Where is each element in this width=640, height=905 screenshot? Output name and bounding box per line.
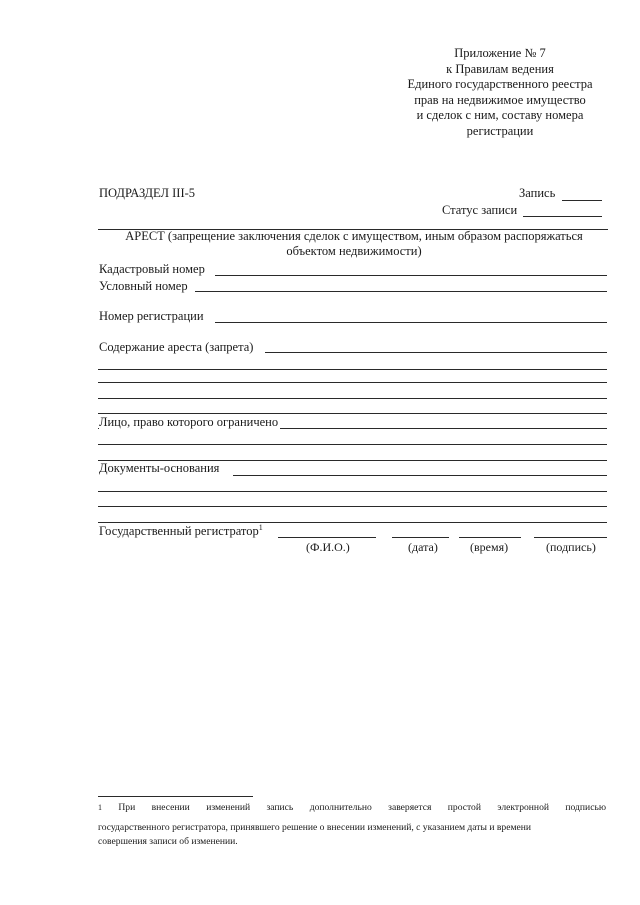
section-title-line: объектом недвижимости) <box>286 244 422 258</box>
status-label: Статус записи <box>442 203 518 217</box>
time-caption: (время) <box>470 540 509 554</box>
footnote-line: совершения записи об изменении. <box>98 836 238 847</box>
annex-line: регистрации <box>466 123 534 138</box>
footnote-word: простой <box>447 802 481 813</box>
annex-line: Единого государственного реестра <box>407 77 593 91</box>
footnote-word: дополнительно <box>309 802 372 813</box>
annex-line: и сделок с ним, составу номера <box>416 108 584 122</box>
conditional-field[interactable] <box>195 291 607 292</box>
documents-field[interactable] <box>233 475 607 476</box>
registrar-label <box>99 523 265 539</box>
person-field-line[interactable] <box>98 444 607 445</box>
registration-field[interactable] <box>215 322 607 323</box>
cadastral-label: Кадастровый номер <box>99 262 205 276</box>
documents-label: Документы-основания <box>99 461 220 475</box>
footnote-word: электронной <box>497 802 550 813</box>
record-label: Запись <box>519 186 556 200</box>
status-field[interactable] <box>523 216 602 217</box>
footnote-word: подписью <box>565 802 606 813</box>
registrar-label-text: Государственный регистратор <box>99 524 259 538</box>
footnote-word: внесении <box>151 802 190 813</box>
person-label: Лицо, право которого ограничено <box>99 415 279 429</box>
footnote-line: государственного регистратора, принявшего решение о внесении изменений, с указанием даты и времени <box>98 821 532 833</box>
content-field-line[interactable] <box>98 369 607 370</box>
subsection-label: ПОДРАЗДЕЛ III-5 <box>99 186 196 200</box>
footnote-mark: 1 <box>98 803 102 812</box>
conditional-label: Условный номер <box>99 279 188 293</box>
sign-caption: (подпись) <box>546 540 596 554</box>
annex-heading <box>390 46 610 139</box>
footnote-divider <box>98 796 253 797</box>
date-field[interactable] <box>392 537 449 538</box>
registration-label: Номер регистрации <box>99 309 204 323</box>
footnote-word: заверяется <box>388 802 432 813</box>
annex-line: Приложение № 7 <box>454 46 546 60</box>
content-field-line[interactable] <box>98 382 607 383</box>
footnote-line <box>98 801 606 821</box>
record-field[interactable] <box>562 200 602 201</box>
footnote-word: изменений <box>206 802 251 813</box>
section-title-line: АРЕСТ (запрещение заключения сделок с имуществом, иным образом распоряжаться <box>125 229 583 243</box>
sign-field[interactable] <box>534 537 607 538</box>
footnote-word: запись <box>266 802 294 813</box>
content-field-line[interactable] <box>98 413 607 414</box>
annex-line: к Правилам ведения <box>446 61 554 76</box>
documents-field-line[interactable] <box>98 506 607 507</box>
fio-caption: (Ф.И.О.) <box>306 540 350 554</box>
fio-field[interactable] <box>278 537 376 538</box>
footnote-word: При <box>118 802 136 813</box>
documents-field-line[interactable] <box>98 491 607 492</box>
footnote <box>98 801 606 850</box>
content-field[interactable] <box>265 352 607 353</box>
footnote-reference: 1 <box>258 523 263 532</box>
content-label: Содержание ареста (запрета) <box>99 340 254 354</box>
date-caption: (дата) <box>408 540 438 554</box>
time-field[interactable] <box>459 537 521 538</box>
cadastral-field[interactable] <box>215 275 607 276</box>
annex-line: прав на недвижимое имущество <box>414 92 586 107</box>
section-title <box>100 229 608 259</box>
content-field-line[interactable] <box>98 398 607 399</box>
